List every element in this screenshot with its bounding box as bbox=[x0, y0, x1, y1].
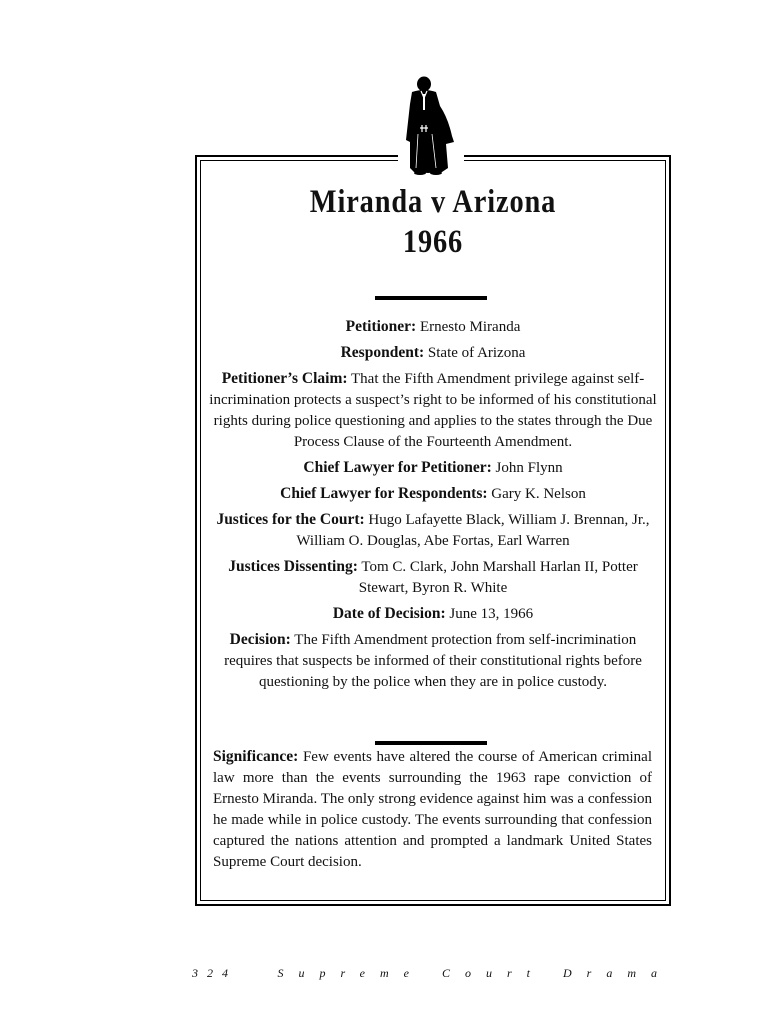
divider-middle bbox=[375, 741, 487, 745]
significance-text: Few events have altered the course of American criminal law more than the events surrounding the 1963 rape conviction of Ernesto Miranda. The only strong evidence against him was a confession he made while in police custody. The events surrounding that confession captured the nations attention and prompted a landmark United States Supreme Court decision. bbox=[213, 749, 653, 870]
fact-label: Chief Lawyer for Petitioner: bbox=[303, 459, 492, 476]
fact-decision bbox=[208, 629, 658, 693]
running-footer-title: Supreme Court Drama bbox=[277, 966, 672, 980]
fact-petitioner bbox=[208, 316, 658, 338]
significance-paragraph bbox=[213, 746, 652, 873]
fact-label: Justices for the Court: bbox=[216, 511, 365, 528]
divider-top bbox=[375, 296, 487, 300]
case-title: Miranda v Arizona bbox=[309, 184, 557, 220]
fact-chief-lawyer-petitioner bbox=[208, 457, 658, 479]
fact-label: Justices Dissenting: bbox=[228, 558, 358, 575]
case-facts bbox=[208, 316, 658, 697]
page-number: 324 bbox=[192, 966, 237, 980]
fact-value: Gary K. Nelson bbox=[491, 486, 586, 502]
fact-value: June 13, 1966 bbox=[449, 606, 534, 622]
fact-value: State of Arizona bbox=[427, 345, 526, 361]
fact-label: Decision: bbox=[229, 631, 291, 648]
fact-date-of-decision bbox=[208, 603, 658, 625]
fact-value: Hugo Lafayette Black, William J. Brennan, Jr., William O. Douglas, Abe Fortas, Earl Warren bbox=[296, 512, 650, 549]
fact-label: Respondent: bbox=[340, 344, 425, 361]
fact-value: John Flynn bbox=[495, 460, 563, 476]
fact-label: Chief Lawyer for Respondents: bbox=[280, 485, 488, 502]
justice-figure-icon bbox=[398, 72, 464, 176]
fact-chief-lawyer-respondents bbox=[208, 483, 658, 505]
case-year: 1966 bbox=[402, 224, 464, 260]
fact-value: Ernesto Miranda bbox=[419, 319, 521, 335]
fact-value: The Fifth Amendment protection from self-incrimination requires that suspects be informed of their constitutional rights before questioning by the police when they are in police custody. bbox=[224, 632, 642, 690]
fact-respondent bbox=[208, 342, 658, 364]
fact-justices-for-court bbox=[208, 509, 658, 552]
fact-value: Tom C. Clark, John Marshall Harlan II, Potter Stewart, Byron R. White bbox=[358, 559, 638, 596]
fact-petitioner-claim bbox=[208, 368, 658, 453]
significance-label: Significance: bbox=[213, 748, 299, 765]
fact-label: Petitioner’s Claim: bbox=[221, 370, 348, 387]
fact-value: That the Fifth Amendment privilege against self-incrimination protects a suspect’s right to be informed of his constitutional rights during police questioning and applies to the states through the Due Process Clause of the Fourteenth Amendment. bbox=[209, 371, 657, 450]
fact-label: Petitioner: bbox=[345, 318, 417, 335]
fact-label: Date of Decision: bbox=[332, 605, 446, 622]
fact-justices-dissenting bbox=[208, 556, 658, 599]
